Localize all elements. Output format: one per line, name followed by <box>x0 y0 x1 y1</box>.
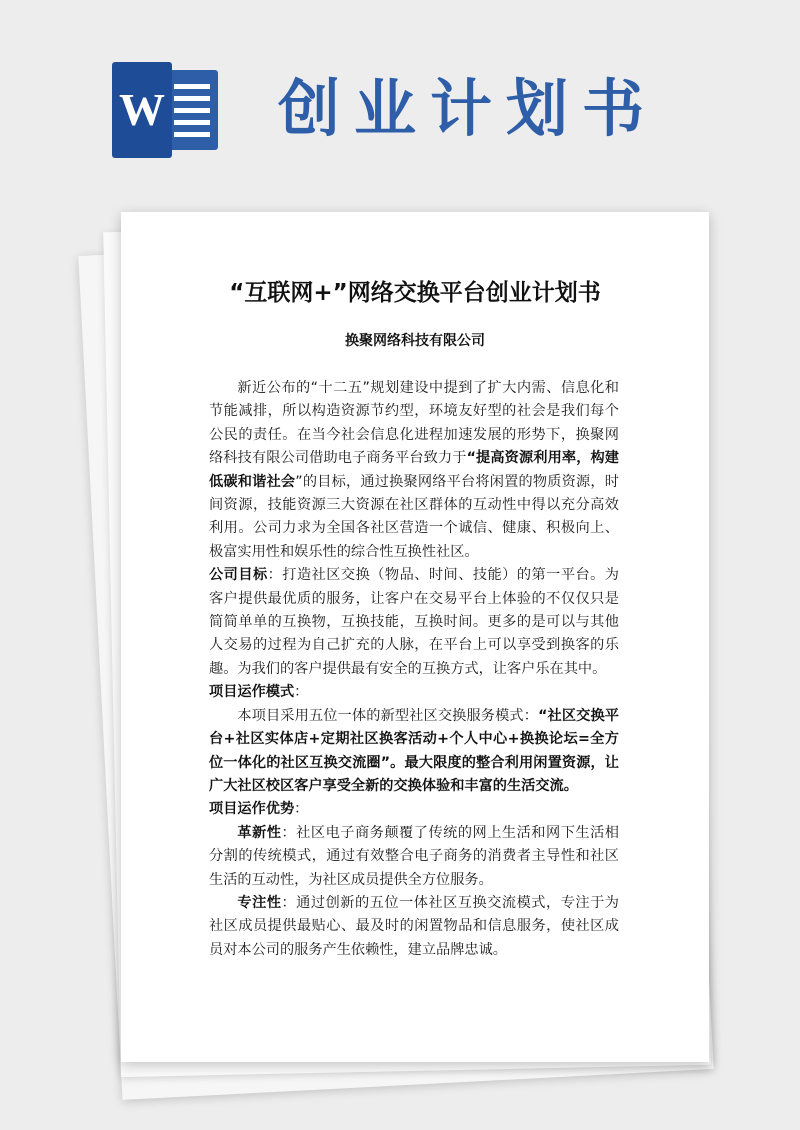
mode-heading <box>209 681 619 704</box>
header-banner <box>0 0 800 200</box>
intro-paragraph <box>209 377 619 564</box>
document-body <box>209 377 619 962</box>
advantage-item-text: ：通过创新的五位一体社区互换交流模式，专注于为社区成员提供最贴心、最及时的闲置物品和信息服务，使社区成员对本公司的服务产生依赖性，建立品牌忠诚。 <box>209 894 619 958</box>
mode-emphasis: “社区交换平台+社区实体店+定期社区换客活动+个人中心+换换论坛=全方位一体化的社区互换交流圈”。最大限度的整合利用闲置资源，让广大社区校区客户享受全新的交换体验和丰富的生活交流。 <box>209 707 619 794</box>
word-icon-letter: W <box>112 62 172 158</box>
advantage-item-text: ：社区电子商务颠覆了传统的网上生活和网下生活相分割的传统模式，通过有效整合电子商务的消费者主导性和社区生活的互动性，为社区成员提供全方位服务。 <box>209 824 619 888</box>
advantage-item <box>209 892 619 962</box>
intro-text-continued: ”的目标，通过换聚网络平台将闲置的物质资源，时间资源，技能资源三大资源在社区群体的互动性中得以充分高效利用。公司力求为全国各社区营造一个诚信、健康、积极向上、极富实用性和娱乐性的综合性互换性社区。 <box>209 473 619 560</box>
document-page <box>121 212 709 1062</box>
advantage-colon: ： <box>294 801 309 818</box>
mode-paragraph <box>209 705 619 799</box>
intro-emphasis: “提高资源利用率，构建低碳和谐社会 <box>209 450 619 490</box>
advantage-item-label: 专注性 <box>237 894 282 911</box>
intro-text: 新近公布的“十二五”规划建设中提到了扩大内需、信息化和节能减排，所以构造资源节约型，环境友好型的社会是我们每个公民的责任。在当今社会信息化进程加速发展的形势下，换聚网络科技有限公司借助电子商务平台致力于 <box>209 380 619 467</box>
company-name: 换聚网络科技有限公司 <box>345 333 485 349</box>
goal-paragraph <box>209 564 619 681</box>
advantage-item <box>209 822 619 892</box>
mode-colon: ： <box>294 684 309 701</box>
advantage-label: 项目运作优势 <box>209 801 295 818</box>
advantage-item-label: 革新性 <box>237 824 282 841</box>
advantage-heading <box>209 798 619 821</box>
mode-label: 项目运作模式 <box>209 684 295 701</box>
mode-text: 本项目采用五位一体的新型社区交换服务模式： <box>237 707 539 724</box>
word-document-icon <box>112 62 218 158</box>
goal-label: 公司目标 <box>209 567 268 584</box>
document-title: “互联网+”网络交换平台创业计划书 <box>229 280 601 306</box>
goal-text: ：打造社区交换（物品、时间、技能）的第一平台。为客户提供最优质的服务，让客户在交易平台上体验的不仅仅只是简简单单的互换物，互换技能，互换时间。更多的是可以与其他人交易的过程为自己扩充的人脉，在平台上可以享受到换客的乐趣。为我们的客户提供最有安全的互换方式，让客户乐在其中。 <box>209 567 619 677</box>
header-title: 创业计划书 <box>278 72 659 145</box>
